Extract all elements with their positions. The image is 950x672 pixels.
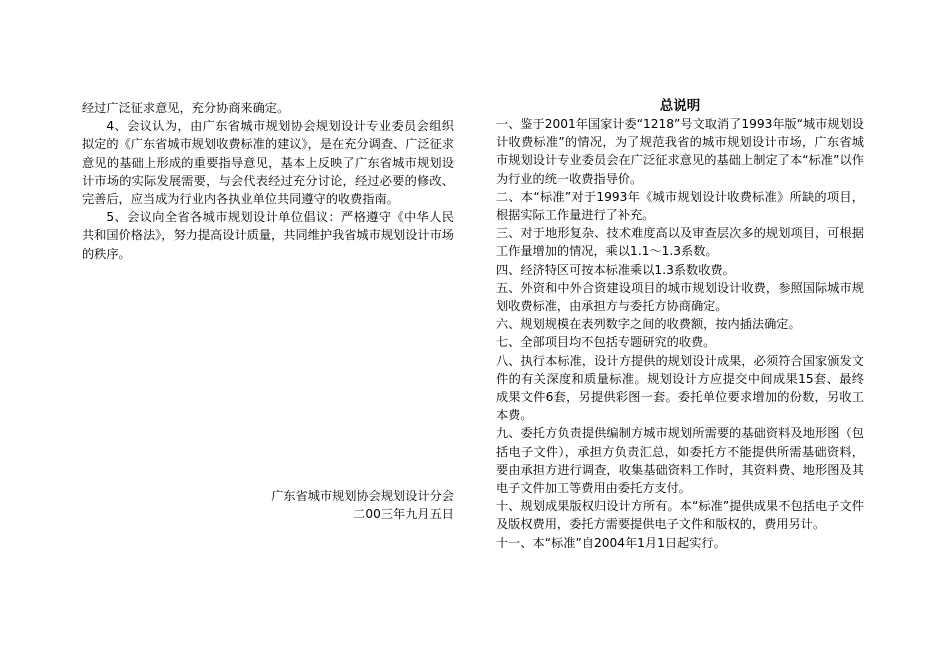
- signature-block: [82, 487, 454, 523]
- left-paragraph-2: 4、会议认为，由广东省城市规划协会规划设计专业委员会组织拟定的《广东省城市规划收费标准的建议》，是在充分调查、广泛征求意见的基础上形成的重要指导意见，基本上反映了广东省城市规划设计市场的实际发展需要，与会代表经过充分讨论，经过必要的修改、完善后，应当成为行业内各执业单位共同遵守的收费指南。: [82, 119, 454, 207]
- left-paragraph-3: 5、会议向全省各城市规划设计单位倡议：严格遵守《中华人民共和国价格法》，努力提高设计质量，共同维护我省城市规划设计市场的秩序。: [82, 210, 454, 261]
- rule-item-3: 三、对于地形复杂、技术难度高以及审查层次多的规划项目，可根据工作量增加的情况，乘以1.1～1.3系数。: [496, 226, 864, 259]
- rule-item-1: 一、鉴于2001年国家计委“1218”号文取消了1993年版“城市规划设计收费标准”的情况，为了规范我省的城市规划设计市场，广东省城市规划设计专业委员会在广泛征求意见的基础上制定了本“标准”以作为行业的统一收费指导价。: [496, 117, 864, 186]
- signature-date: 二00三年九月五日: [353, 507, 454, 522]
- section-title: 总说明: [659, 98, 701, 114]
- rule-item-10: 十、规划成果版权归设计方所有。本“标准”提供成果不包括电子文件及版权费用，委托方需要提供电子文件和版权的，费用另计。: [496, 499, 864, 532]
- left-paragraph-1: 经过广泛征求意见，充分协商来确定。: [82, 101, 290, 115]
- rule-item-5: 五、外资和中外合资建设项目的城市规划设计收费，参照国际城市规划收费标准，由承担方与委托方协商确定。: [496, 280, 864, 314]
- rule-item-2: 二、本“标准”对于1993年《城市规划设计收费标准》所缺的项目，根据实际工作量进行了补充。: [496, 189, 864, 223]
- signature-org: 广东省城市规划协会规划设计分会: [271, 489, 454, 503]
- rule-item-8: 八、执行本标准，设计方提供的规划设计成果，必须符合国家颁发文件的有关深度和质量标准。规划设计方应提交中间成果15套、最终成果文件6套，另提供彩图一套。委托单位要求增加的份数，另收工本费。: [496, 353, 864, 423]
- rule-item-6: 六、规划规模在表列数字之间的收费额，按内插法确定。: [496, 317, 801, 332]
- rule-item-4: 四、经济特区可按本标准乘以1.3系数收费。: [496, 262, 735, 277]
- rule-item-7: 七、全部项目均不包括专题研究的收费。: [496, 335, 716, 350]
- left-column: [82, 99, 454, 263]
- rule-item-11: 十一、本“标准”自2004年1月1日起实行。: [496, 535, 726, 550]
- rule-item-9: 九、委托方负责提供编制方城市规划所需要的基础资料及地形图（包括电子文件），承担方负责汇总，如委托方不能提供所需基础资料，要由承担方进行调查，收集基础资料工作时，其资料费、地形图及其电子文件加工等费用由委托方支付。: [496, 426, 864, 496]
- right-column: [496, 97, 864, 552]
